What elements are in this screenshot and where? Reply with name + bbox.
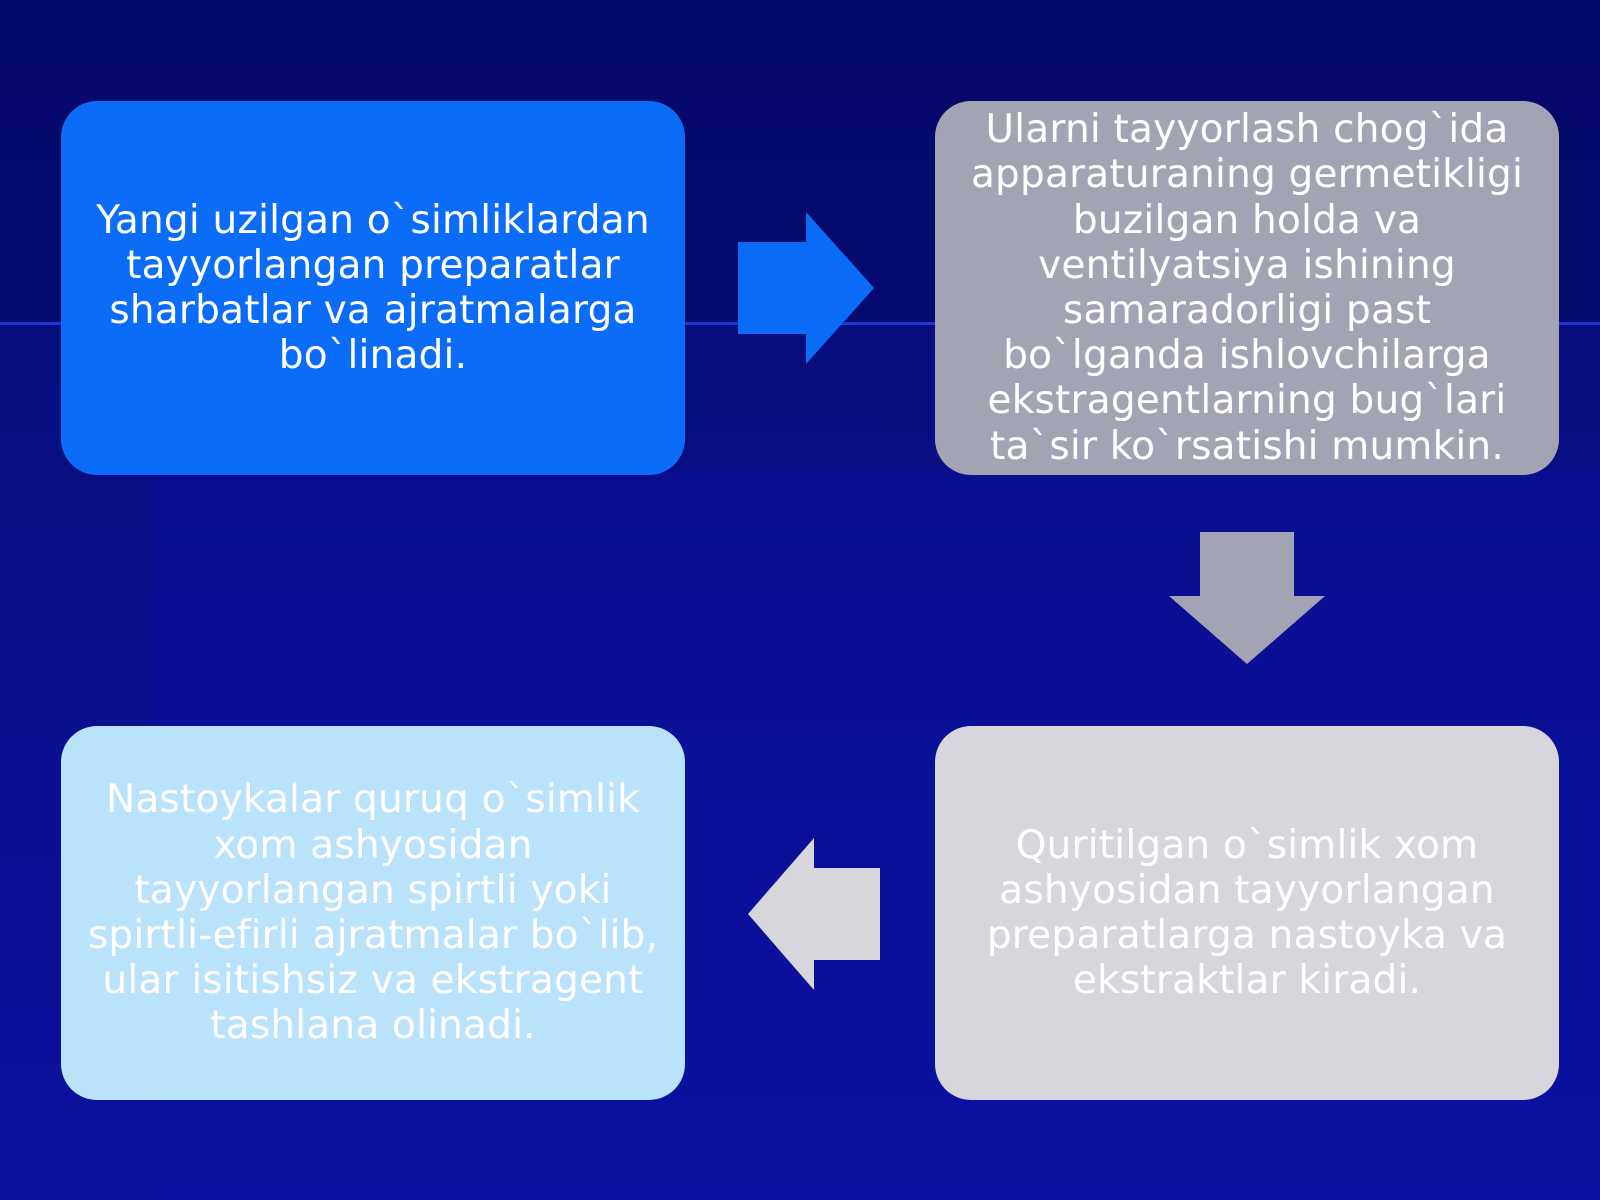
step-box-3-text: Quritilgan o`simlik xom ashyosidan tayyorlangan preparatlarga nastoyka va ekstraktlar kiradi. [986, 822, 1508, 1004]
step-box-4 [61, 726, 685, 1100]
step-box-4-text: Nastoykalar quruq o`simlik xom ashyosidan tayyorlangan spirtli yoki spirtli-efirli ajratmalar bo`lib, ular isitishsiz va ekstragent tashlana olinadi. [87, 777, 659, 1049]
step-box-1 [61, 101, 685, 475]
step-box-2 [935, 101, 1559, 475]
arrow-right-icon [738, 212, 874, 364]
step-box-3 [935, 726, 1559, 1100]
arrow-left-icon [748, 838, 880, 990]
arrow-down-icon [1169, 532, 1325, 664]
step-box-1-text: Yangi uzilgan o`simliklardan tayyorlangan preparatlar sharbatlar va ajratmalarga bo`linadi. [96, 197, 650, 379]
step-box-2-text: Ularni tayyorlash chog`ida apparaturaning germetikligi buzilgan holda va ventilyatsiya ishining samaradorligi past bo`lganda ishlovchilarga ekstragentlarning bug`lari ta`sir ko`rsatishi mumkin. [970, 107, 1524, 469]
